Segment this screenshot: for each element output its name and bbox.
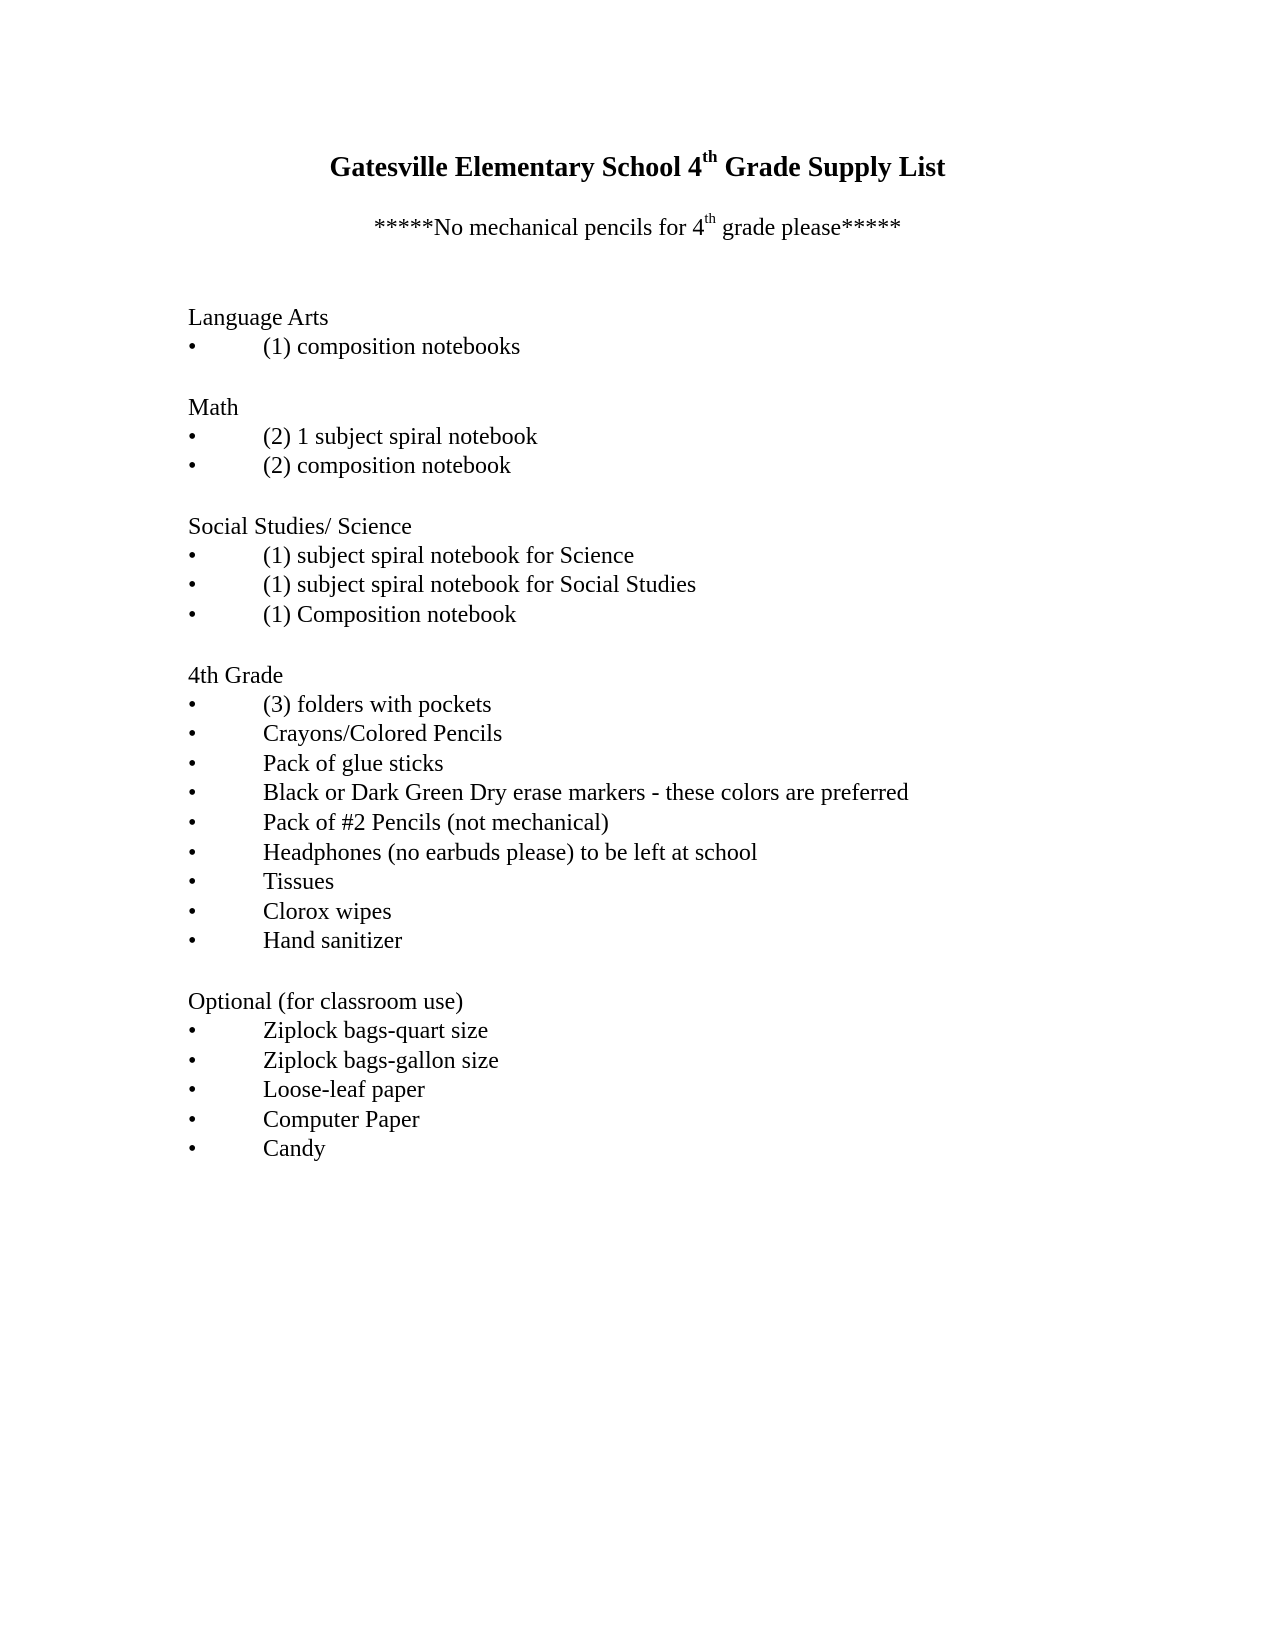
section-language-arts [188, 303, 1188, 363]
list-item [188, 1017, 1188, 1047]
title-superscript: th [702, 147, 718, 167]
list-item-text: (1) subject spiral notebook for Social Studies [263, 572, 697, 599]
list-item-text: Headphones (no earbuds please) to be left at school [263, 839, 758, 866]
list-item-text: Hand sanitizer [263, 928, 403, 955]
section-4th-grade [188, 661, 1188, 957]
list-item [188, 691, 1188, 721]
list-item [188, 1047, 1188, 1077]
list-item-text: Clorox wipes [263, 898, 392, 925]
bullet-icon: • [188, 453, 197, 480]
notice-text: *****No mechanical pencils for 4 [373, 215, 705, 241]
bullet-icon: • [188, 1047, 197, 1074]
bullet-icon: • [188, 572, 197, 599]
section-heading: 4th Grade [188, 662, 284, 689]
bullet-icon: • [188, 1077, 197, 1104]
bullet-icon: • [188, 423, 197, 450]
list-item [188, 542, 1188, 572]
list-item-text: Computer Paper [263, 1106, 420, 1133]
bullet-icon: • [188, 898, 197, 925]
list-item [188, 1106, 1188, 1136]
list-item-text: Pack of glue sticks [263, 750, 444, 777]
bullet-icon: • [188, 780, 197, 807]
list-item [188, 720, 1188, 750]
supply-list [188, 303, 1188, 1195]
bullet-icon: • [188, 334, 197, 360]
list-item [188, 898, 1188, 928]
list-item [188, 839, 1188, 869]
list-item [188, 868, 1188, 898]
list-item [188, 333, 1188, 363]
bullet-icon: • [188, 691, 197, 718]
list-item [188, 1135, 1188, 1165]
list-item-text: Candy [263, 1136, 326, 1163]
list-item-text: Pack of #2 Pencils (not mechanical) [263, 809, 609, 836]
list-item-text: Black or Dark Green Dry erase markers - these colors are preferred [263, 780, 909, 807]
bullet-icon: • [188, 809, 197, 836]
list-item-text: Tissues [263, 869, 335, 896]
bullet-icon: • [188, 1017, 197, 1044]
bullet-icon: • [188, 839, 197, 866]
notice-text-rest: grade please***** [715, 215, 902, 241]
list-item-text: (1) subject spiral notebook for Science [263, 542, 635, 569]
section-heading: Language Arts [188, 305, 329, 331]
page-title [0, 147, 1275, 186]
bullet-icon: • [188, 542, 197, 569]
list-item [188, 601, 1188, 631]
list-item [188, 423, 1188, 453]
list-item [188, 1076, 1188, 1106]
list-item-text: Loose-leaf paper [263, 1077, 425, 1104]
bullet-icon: • [188, 1136, 197, 1163]
section-heading: Optional (for classroom use) [188, 988, 464, 1015]
section-optional [188, 987, 1188, 1165]
notice-superscript: th [704, 211, 716, 228]
list-item-text: Ziplock bags-quart size [263, 1017, 489, 1044]
list-item [188, 927, 1188, 957]
section-social-studies-science [188, 512, 1188, 631]
bullet-icon: • [188, 750, 197, 777]
section-heading: Math [188, 394, 239, 421]
title-text-rest: Grade Supply List [717, 152, 946, 183]
list-item-text: (2) composition notebook [263, 453, 511, 480]
section-heading: Social Studies/ Science [188, 513, 412, 540]
notice-line [0, 212, 1275, 244]
list-item-text: (2) 1 subject spiral notebook [263, 423, 538, 450]
list-item-text: Ziplock bags-gallon size [263, 1047, 499, 1074]
bullet-icon: • [188, 928, 197, 955]
list-item-text: (1) Composition notebook [263, 601, 517, 628]
bullet-icon: • [188, 721, 197, 748]
list-item [188, 750, 1188, 780]
list-item-text: Crayons/Colored Pencils [263, 721, 503, 748]
title-text: Gatesville Elementary School 4 [329, 152, 703, 183]
list-item-text: (1) composition notebooks [263, 334, 521, 360]
list-item-text: (3) folders with pockets [263, 691, 492, 718]
list-item [188, 779, 1188, 809]
bullet-icon: • [188, 869, 197, 896]
list-item [188, 452, 1188, 482]
bullet-icon: • [188, 601, 197, 628]
section-math [188, 393, 1188, 482]
list-item [188, 809, 1188, 839]
bullet-icon: • [188, 1106, 197, 1133]
list-item [188, 571, 1188, 601]
